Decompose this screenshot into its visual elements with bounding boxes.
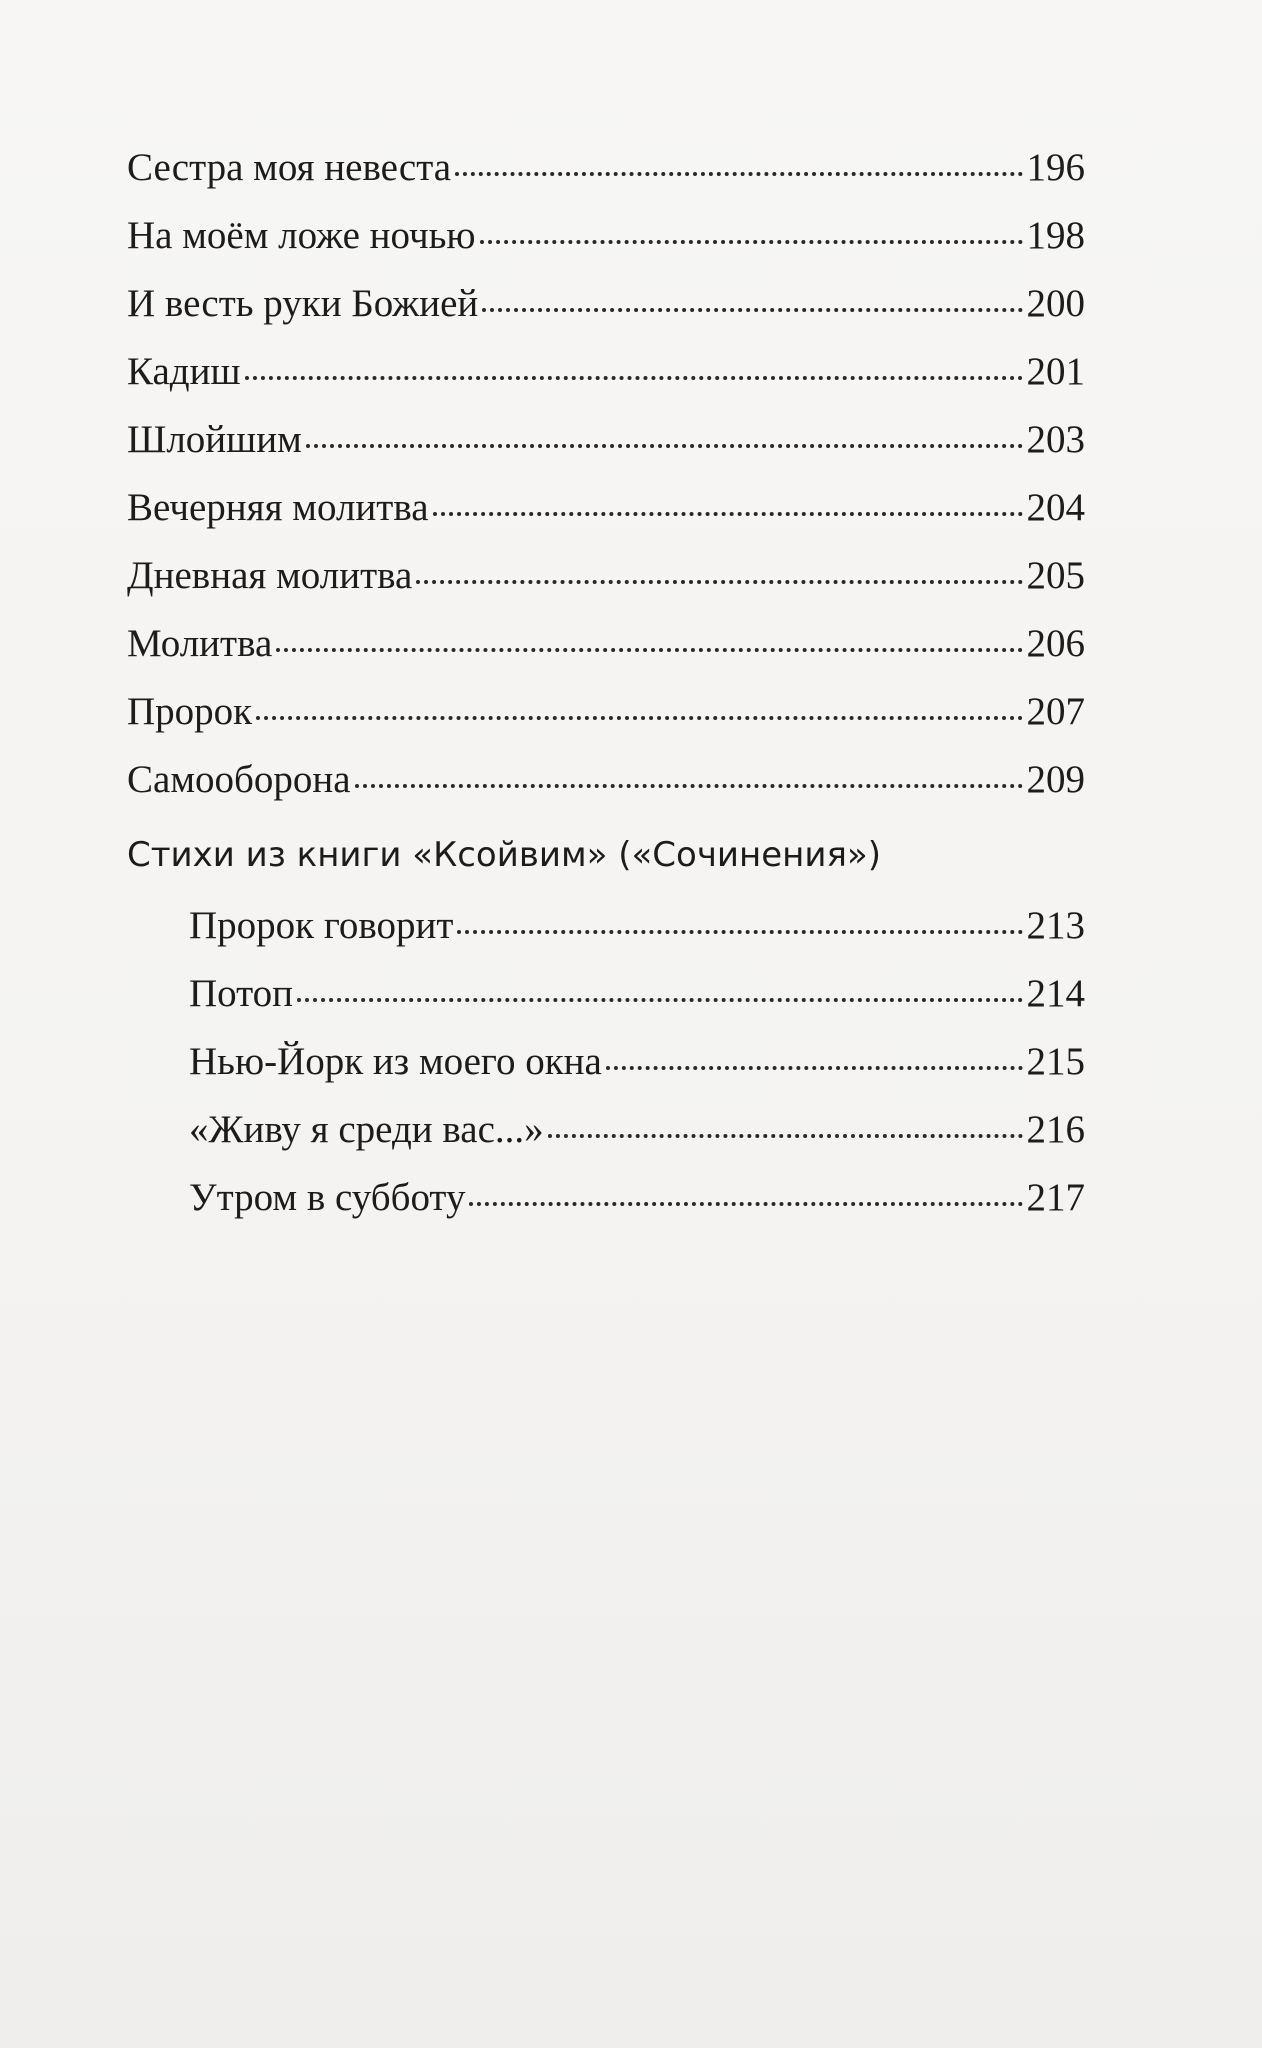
toc-entry-title: Утром в субботу (189, 1176, 466, 1219)
toc-entry-page: 196 (1026, 146, 1085, 189)
dot-leader (245, 376, 1023, 380)
toc-entry-page: 201 (1026, 350, 1085, 393)
dot-leader (256, 716, 1022, 720)
toc-entry (127, 352, 1085, 391)
toc-entry-title: Вечерняя молитва (127, 486, 429, 529)
toc-entry-title: Дневная молитва (127, 554, 413, 597)
toc-entry-title: Пророк (127, 690, 253, 733)
toc-entry (127, 556, 1085, 595)
toc-entry (127, 488, 1085, 527)
toc-entry (127, 420, 1085, 459)
dot-leader (355, 784, 1023, 788)
toc-entry-title: Шлойшим (127, 418, 302, 461)
toc-entry (127, 624, 1085, 663)
dot-leader (457, 930, 1022, 934)
toc-entry-title: Потоп (189, 972, 294, 1015)
toc-entry-title: Самооборона (127, 758, 351, 801)
toc-entry (127, 692, 1085, 731)
toc-entry-title: «Живу я среди вас...» (189, 1108, 544, 1151)
dot-leader (297, 998, 1022, 1002)
dot-leader (455, 172, 1022, 176)
toc-entry (127, 216, 1085, 255)
toc-sub-entry (189, 1178, 1085, 1217)
section-heading: Стихи из книги «Ксойвим» («Сочинения») (127, 835, 881, 875)
toc-entry-page: 200 (1026, 282, 1085, 325)
toc-entry-page: 203 (1026, 418, 1085, 461)
dot-leader (482, 308, 1022, 312)
toc-entry-title: Молитва (127, 622, 273, 665)
toc-entry-page: 209 (1026, 758, 1085, 801)
dot-leader (469, 1202, 1022, 1206)
dot-leader (548, 1134, 1023, 1138)
toc-entry-title: На моём ложе ночью (127, 214, 476, 257)
toc-sub-entry (189, 1042, 1085, 1081)
dot-leader (276, 648, 1022, 652)
toc-entry (127, 760, 1085, 799)
toc-entry-page: 204 (1026, 486, 1085, 529)
toc-entry-page: 216 (1026, 1108, 1085, 1151)
toc-entry-page: 205 (1026, 554, 1085, 597)
toc-entry-page: 213 (1026, 904, 1085, 947)
dot-leader (416, 580, 1022, 584)
toc-entry-page: 207 (1026, 690, 1085, 733)
dot-leader (306, 444, 1023, 448)
dot-leader (606, 1066, 1023, 1070)
toc-entry-page: 215 (1026, 1040, 1085, 1083)
dot-leader (433, 512, 1023, 516)
toc-entry-title: И весть руки Божией (127, 282, 479, 325)
dot-leader (480, 240, 1023, 244)
toc-entry-page: 214 (1026, 972, 1085, 1015)
toc-entry-title: Сестра моя невеста (127, 146, 452, 189)
toc-entry (127, 148, 1085, 187)
toc-entry-title: Нью-Йорк из моего окна (189, 1040, 602, 1083)
toc-sub-entry (189, 974, 1085, 1013)
toc-entry-page: 217 (1026, 1176, 1085, 1219)
toc-entry-title: Кадиш (127, 350, 241, 393)
toc-sub-entry (189, 1110, 1085, 1149)
toc-entry-page: 206 (1026, 622, 1085, 665)
toc-entry-page: 198 (1026, 214, 1085, 257)
toc-entry (127, 284, 1085, 323)
toc-entry-title: Пророк говорит (189, 904, 454, 947)
toc-sub-entry (189, 906, 1085, 945)
